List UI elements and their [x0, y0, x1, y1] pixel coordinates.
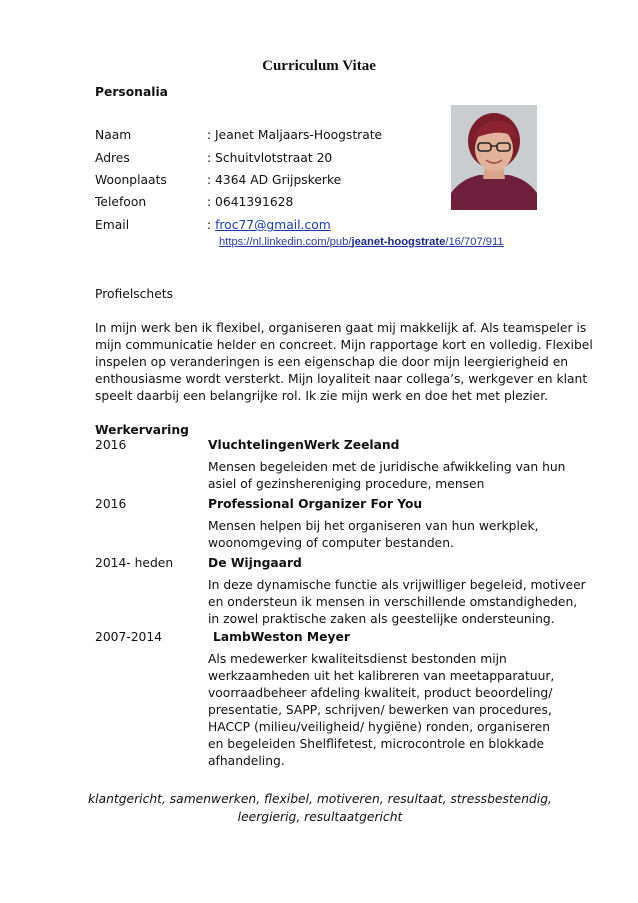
- profiel-line-2: mijn communicatie helder en concreet. Mijn rapportage kort en volledig. Flexibel: [95, 338, 593, 352]
- linkedin-part-3: /16/707/911: [445, 236, 504, 248]
- work-org-3: De Wijngaard: [208, 556, 302, 570]
- profiel-heading: Profielschets: [95, 287, 173, 301]
- footer-keywords-line-1: klantgericht, samenwerken, flexibel, motiveren, resultaat, stressbestendig,: [88, 792, 552, 806]
- footer-keywords-line-2: leergierig, resultaatgericht: [237, 810, 403, 824]
- work-line-4-2: werkzaamheden uit het kalibreren van meetapparatuur,: [208, 669, 555, 683]
- naam-label: Naam: [95, 128, 132, 142]
- work-period-1: 2016: [95, 438, 127, 452]
- work-line-3-3: in zowel praktische zaken als geestelijke ondersteuning.: [208, 612, 555, 626]
- work-org-4: LambWeston Meyer: [213, 630, 350, 644]
- work-org-1: VluchtelingenWerk Zeeland: [208, 438, 400, 452]
- work-line-4-1: Als medewerker kwaliteitsdienst bestonden mijn: [208, 652, 507, 666]
- work-line-3-2: en ondersteun ik mensen in verschillende omstandigheden,: [208, 595, 578, 609]
- work-period-2: 2016: [95, 497, 127, 511]
- linkedin-link[interactable]: [219, 236, 504, 248]
- woonplaats-label: Woonplaats: [95, 173, 167, 187]
- profiel-line-4: enthousiasme wordt versterkt. Mijn loyaliteit naar collega’s, werkgever en klant: [95, 372, 588, 386]
- email-value: [207, 217, 331, 234]
- work-line-4-3: voorraadbeheer afdeling kwaliteit, product beoordeling/: [208, 686, 553, 700]
- work-line-4-5: HACCP (milieu/veiligheid/ hygiëne) ronden, organiseren: [208, 720, 551, 734]
- work-line-2-2: woonomgeving of computer bestanden.: [208, 536, 454, 550]
- work-period-3: 2014- heden: [95, 556, 174, 570]
- telefoon-value: : 0641391628: [207, 195, 294, 209]
- work-line-3-1: In deze dynamische functie als vrijwilliger begeleid, motiveer: [208, 578, 586, 592]
- profile-photo: [451, 105, 537, 210]
- email-label: Email: [95, 218, 130, 232]
- work-line-1-1: Mensen begeleiden met de juridische afwikkeling van hun: [208, 460, 566, 474]
- profiel-line-3: inspelen op veranderingen is een eigenschap die door mijn leergierigheid en: [95, 355, 569, 369]
- personalia-heading: Personalia: [95, 85, 168, 99]
- adres-label: Adres: [95, 151, 130, 165]
- work-line-4-7: afhandeling.: [208, 754, 285, 768]
- telefoon-label: Telefoon: [95, 195, 147, 209]
- adres-value: : Schuitvlotstraat 20: [207, 151, 333, 165]
- werkervaring-heading: Werkervaring: [95, 423, 189, 437]
- linkedin-part-1: https://nl.linkedin.com/pub/: [219, 236, 352, 248]
- profiel-line-5: speelt daarbij een belangrijke rol. Ik zie mijn werk en doe het met plezier.: [95, 389, 549, 403]
- work-org-2: Professional Organizer For You: [208, 497, 423, 511]
- work-line-4-6: en begeleiden Shelflifetest, microcontrole en blokkade: [208, 737, 545, 751]
- naam-value: : Jeanet Maljaars-Hoogstrate: [207, 128, 383, 142]
- email-prefix: :: [207, 218, 216, 232]
- page-title: Curriculum Vitae: [262, 58, 376, 74]
- work-line-2-1: Mensen helpen bij het organiseren van hun werkplek,: [208, 519, 539, 533]
- work-line-4-4: presentatie, SAPP, schrijven/ bewerken van procedures,: [208, 703, 552, 717]
- work-period-4: 2007-2014: [95, 630, 163, 644]
- woonplaats-value: : 4364 AD Grijpskerke: [207, 173, 342, 187]
- profiel-line-1: In mijn werk ben ik flexibel, organiseren gaat mij makkelijk af. Als teamspeler is: [95, 321, 587, 335]
- email-link[interactable]: froc77@gmail.com: [215, 218, 331, 232]
- linkedin-part-2: jeanet-hoogstrate: [351, 236, 446, 248]
- work-line-1-2: asiel of gezinshereniging procedure, mensen: [208, 477, 485, 491]
